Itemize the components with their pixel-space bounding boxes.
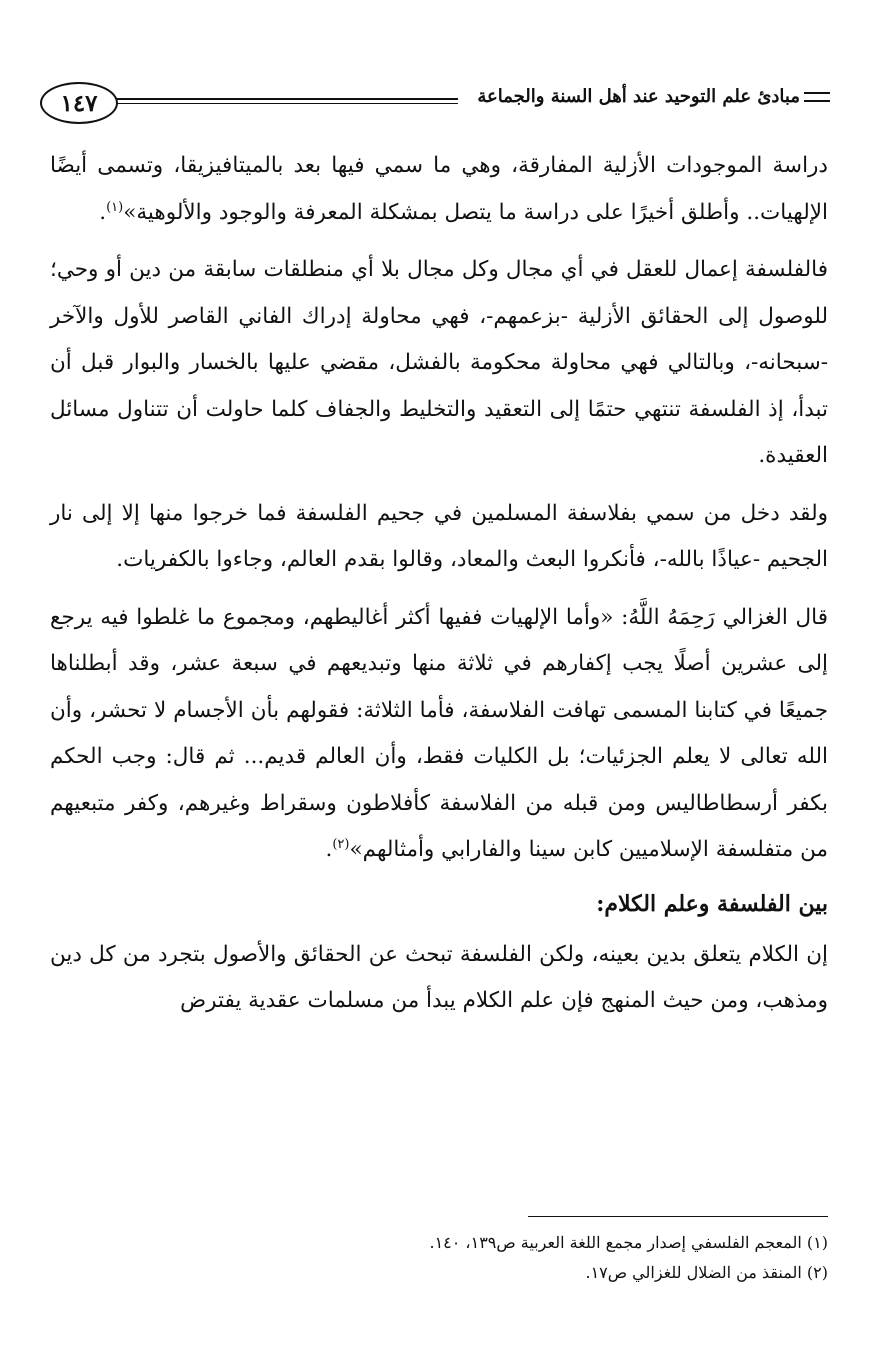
paragraph-1 [50,143,828,236]
footnote-ref-2[interactable]: (٢) [332,836,350,852]
paragraph-4-text: قال الغزالي رَحِمَهُ اللَّهُ: «وأما الإلهيات ففيها أكثر أغاليطهم، ومجموع ما غلطوا فيه يرجع إلى عشرين أصلًا يجب إكفارهم في ثلاثة منها وتبديعهم في سبعة عشر، وقد أبطلناها جميعًا في كتابنا المسمى تهافت الفلاسفة، فأما الثلاثة: فقولهم بأن الأجسام لا تحشر، وأن الله تعالى لا يعلم الجزئيات؛ بل الكليات فقط، وأن العالم قديم... ثم قال: وجب الحكم بكفر أرسطاطاليس ومن قبله من الفلاسفة كأفلاطون وسقراط وغيرهم، وكفر متبعيهم من متفلسفة الإسلاميين كابن سينا والفارابي وأمثالهم» [50,604,828,862]
paragraph-5: إن الكلام يتعلق بدين بعينه، ولكن الفلسفة تبحث عن الحقائق والأصول بتجرد من كل دين ومذهب، ومن حيث المنهج فإن علم الكلام يبدأ من مسلمات عقدية يفترض [50,941,828,1013]
header-ornament [804,92,830,102]
running-title [458,86,830,107]
running-title-text: مبادئ علم التوحيد عند أهل السنة والجماعة [477,86,800,107]
footnote-1: (١) المعجم الفلسفي إصدار مجمع اللغة العربية ص١٣٩، ١٤٠. [429,1233,828,1252]
page-number: ١٤٧ [60,89,98,117]
section-heading: بين الفلسفة وعلم الكلام: [596,890,828,917]
footnote-2: (٢) المنقذ من الضلال للغزالي ص١٧. [585,1263,828,1282]
paragraph-2: فالفلسفة إعمال للعقل في أي مجال وكل مجال بلا أي منطلقات سابقة من دين أو وحي؛ للوصول إلى الحقائق الأزلية -بزعمهم-، فهي محاولة إدراك الفاني القاصر للأول والآخر -سبحانه-، وبالتالي فهي محاولة محكومة بالفشل، مقضي عليها بالخسار والبوار قبل أن تبدأ، إذ الفلسفة تنتهي حتمًا إلى التعقيد والتخليط والجفاف كلما حاولت أن تتناول مسائل العقيدة. [50,257,828,468]
paragraph-3: ولقد دخل من سمي بفلاسفة المسلمين في جحيم الفلسفة فما خرجوا منها إلا إلى نار الجحيم -عياذًا بالله-، فأنكروا البعث والمعاد، وقالوا بقدم العالم، وجاءوا بالكفريات. [50,500,828,572]
paragraph-4-end: . [325,837,333,862]
footnote-ref-1[interactable]: (١) [106,199,124,215]
paragraph-1-end: . [99,199,107,225]
paragraph-1-text: دراسة الموجودات الأزلية المفارقة، وهي ما سمي فيها بعد بالميتافيزيقا، وتسمى أيضًا الإلهيات.. وأطلق أخيرًا على دراسة ما يتصل بمشكلة المعرفة والوجود والألوهية» [50,153,828,225]
paragraph-4 [50,595,828,874]
page-number-oval [40,82,118,124]
footnote-divider [528,1216,828,1217]
footnotes [48,1228,828,1288]
main-text [50,143,828,1025]
header-rule [116,98,458,104]
running-header [40,78,830,130]
